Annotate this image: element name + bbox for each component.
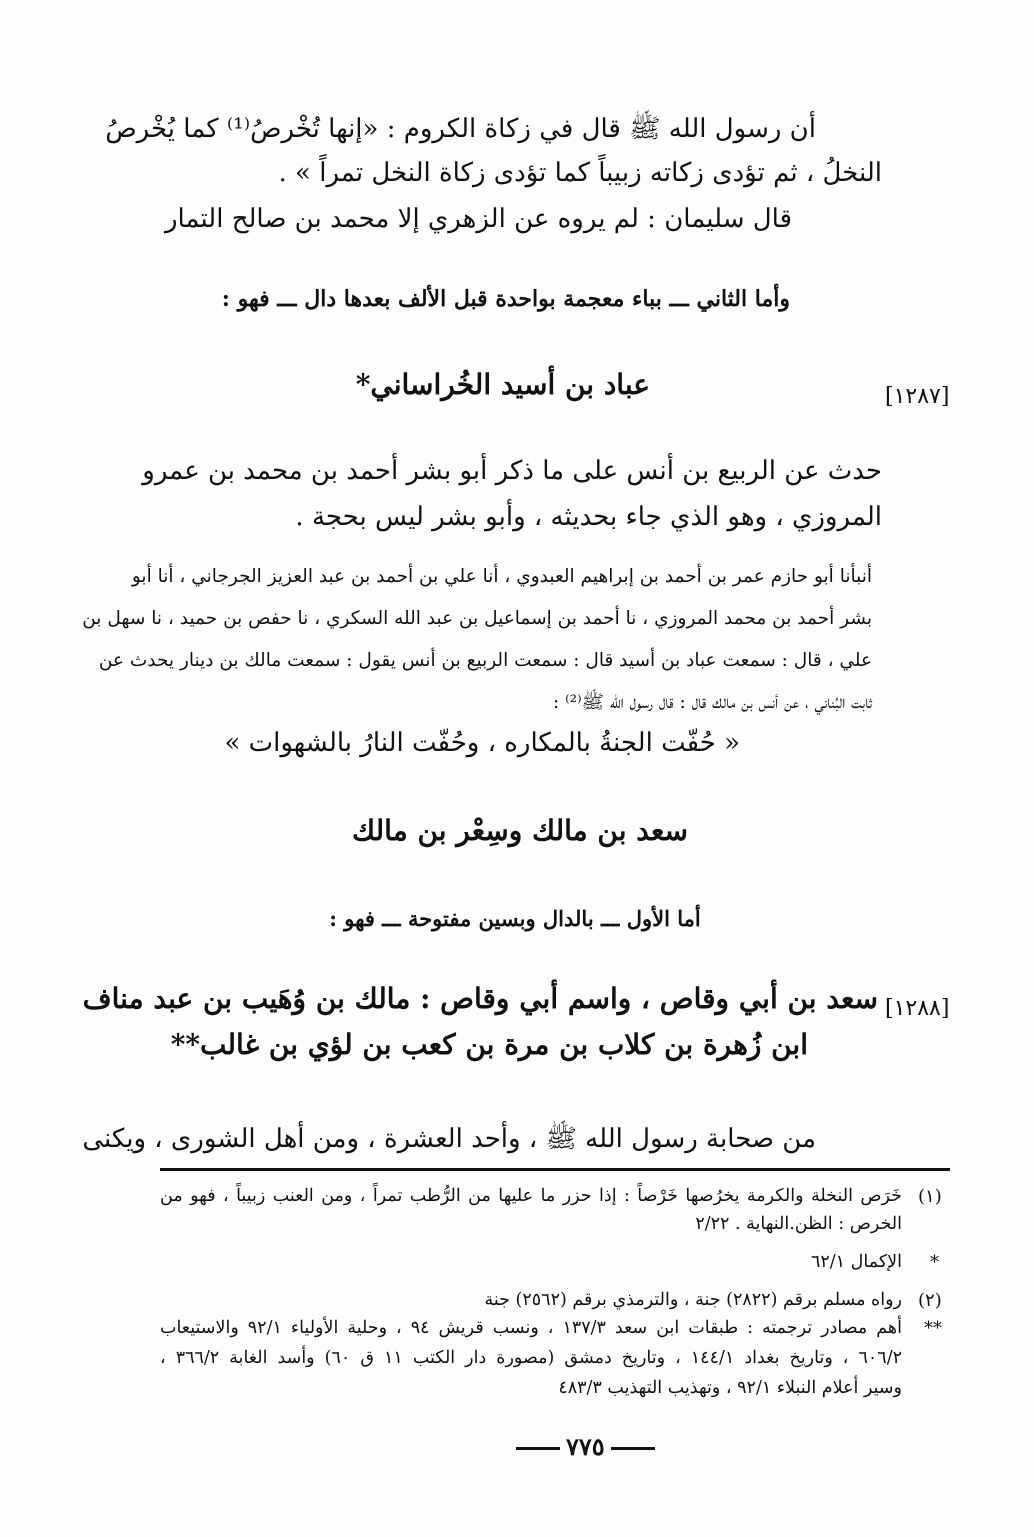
- page-number: [510, 1432, 661, 1461]
- text-line: من صحابة رسول الله ﷺ ، وأحد العشرة ، ومن أهل الشورى ، ويكنى: [82, 1124, 816, 1154]
- footnote-marker: *: [930, 1252, 939, 1273]
- footnote-marker: **: [924, 1318, 942, 1339]
- isnad-line: علي ، قال : سمعت عباد بن أسيد قال : سمعت الربيع بن أنس يقول : سمعت مالك بن دينار يحدث عن: [98, 650, 872, 671]
- footnote-marker: (١): [918, 1186, 942, 1207]
- page-number-value: ٧٧٥: [566, 1432, 605, 1461]
- isnad-line: أنبأنا أبو حازم عمر بن أحمد بن إبراهيم العبدوي ، أنا علي بن أحمد بن عبد العزيز الجرجاني ، أنا أبو: [131, 566, 872, 587]
- footnote-line: أهم مصادر ترجمته : طبقات ابن سعد ١٣٧/٣ ، ونسب قريش ٩٤ ، وحلية الأولياء ٩٢/١ والاستيعاب: [160, 1318, 902, 1338]
- isnad-line: ثابت البُناني ، عن أنس بن مالك قال : قال رسول الله ﷺ⁽²⁾ :: [552, 692, 872, 713]
- footnote: [160, 1318, 902, 1408]
- entry-name-line: سعد بن أبي وقاص ، واسم أبي وقاص : مالك بن وُهَيب بن عبد مناف: [82, 982, 878, 1015]
- chapter-title: سعد بن مالك وسِعْر بن مالك: [352, 814, 688, 847]
- entry-name: عباد بن أسيد الخُراساني*: [355, 368, 650, 401]
- page-number-dash: [611, 1447, 655, 1450]
- footnote-divider: [160, 1168, 950, 1171]
- text-line: المروزي ، وهو الذي جاء بحديثه ، وأبو بشر ليس بحجة .: [295, 502, 882, 532]
- footnote-line: ٦٠٦/٢ ، وتاريخ بغداد ١٤٤/١ ، وتاريخ دمشق (مصورة دار الكتب ١١ ق ٦٠) وأسد الغابة ٣٦٦/٢ ،: [160, 1348, 902, 1368]
- opening-paragraph-cont: [160, 158, 882, 248]
- section-intro: أما الأول ـــ بالدال وبسين مفتوحة ـــ فهو :: [329, 906, 701, 931]
- entry-number: [١٢٨٨]: [885, 996, 950, 1021]
- entry-number: [١٢٨٧]: [885, 384, 950, 409]
- entry-body: [142, 456, 882, 546]
- footnote-line: وسير أعلام النبلاء ٩٢/١ ، وتهذيب التهذيب ٤٨٣/٣: [558, 1378, 902, 1398]
- footnote: [160, 1186, 902, 1246]
- text-line: أن رسول الله ﷺ قال في زكاة الكروم : «إنها تُخْرصُ⁽¹⁾ كما يُخْرصُ: [105, 114, 816, 144]
- footnote: الإكمال ٦٢/١: [810, 1252, 902, 1272]
- isnad-line: بشر أحمد بن محمد المروزي ، نا أحمد بن إسماعيل بن عبد الله السكري ، نا حفص بن حميد ، نا سهل بن: [82, 608, 872, 629]
- page-number-dash: [516, 1447, 560, 1450]
- section-intro: وأما الثاني ـــ بباء معجمة بواحدة قبل الألف بعدها دال ـــ فهو :: [221, 286, 790, 312]
- footnote: رواه مسلم برقم (٢٨٢٢) جنة ، والترمذي برقم (٢٥٦٢) جنة: [484, 1290, 902, 1310]
- isnad-block: [82, 566, 872, 726]
- text-line: النخلُ ، ثم تؤدى زكاته زبيباً كما تؤدى زكاة النخل تمراً » .: [278, 158, 882, 188]
- entry-name-line: ابن زُهرة بن كلاب بن مرة بن كعب بن لؤي بن غالب**: [170, 1028, 808, 1061]
- entry-name: [82, 982, 878, 1072]
- text-line: حدث عن الربيع بن أنس على ما ذكر أبو بشر أحمد بن محمد بن عمرو: [142, 456, 882, 486]
- footnote-line: خَرَص النخلة والكرمة يخرُصها خَرْصاً : إذا حزر ما عليها من الرُّطب تمراً ، ومن العنب زبيباً ، فهو من: [160, 1186, 902, 1206]
- footnote-marker: (٢): [918, 1290, 942, 1311]
- footnote-line: الخرص : الظن.النهاية . ٢/٢٢: [695, 1214, 902, 1234]
- hadith-text: « حُفّت الجنةُ بالمكاره ، وحُفّت النارُ بالشهوات »: [224, 728, 740, 758]
- text-line: قال سليمان : لم يروه عن الزهري إلا محمد بن صالح التمار: [164, 204, 792, 234]
